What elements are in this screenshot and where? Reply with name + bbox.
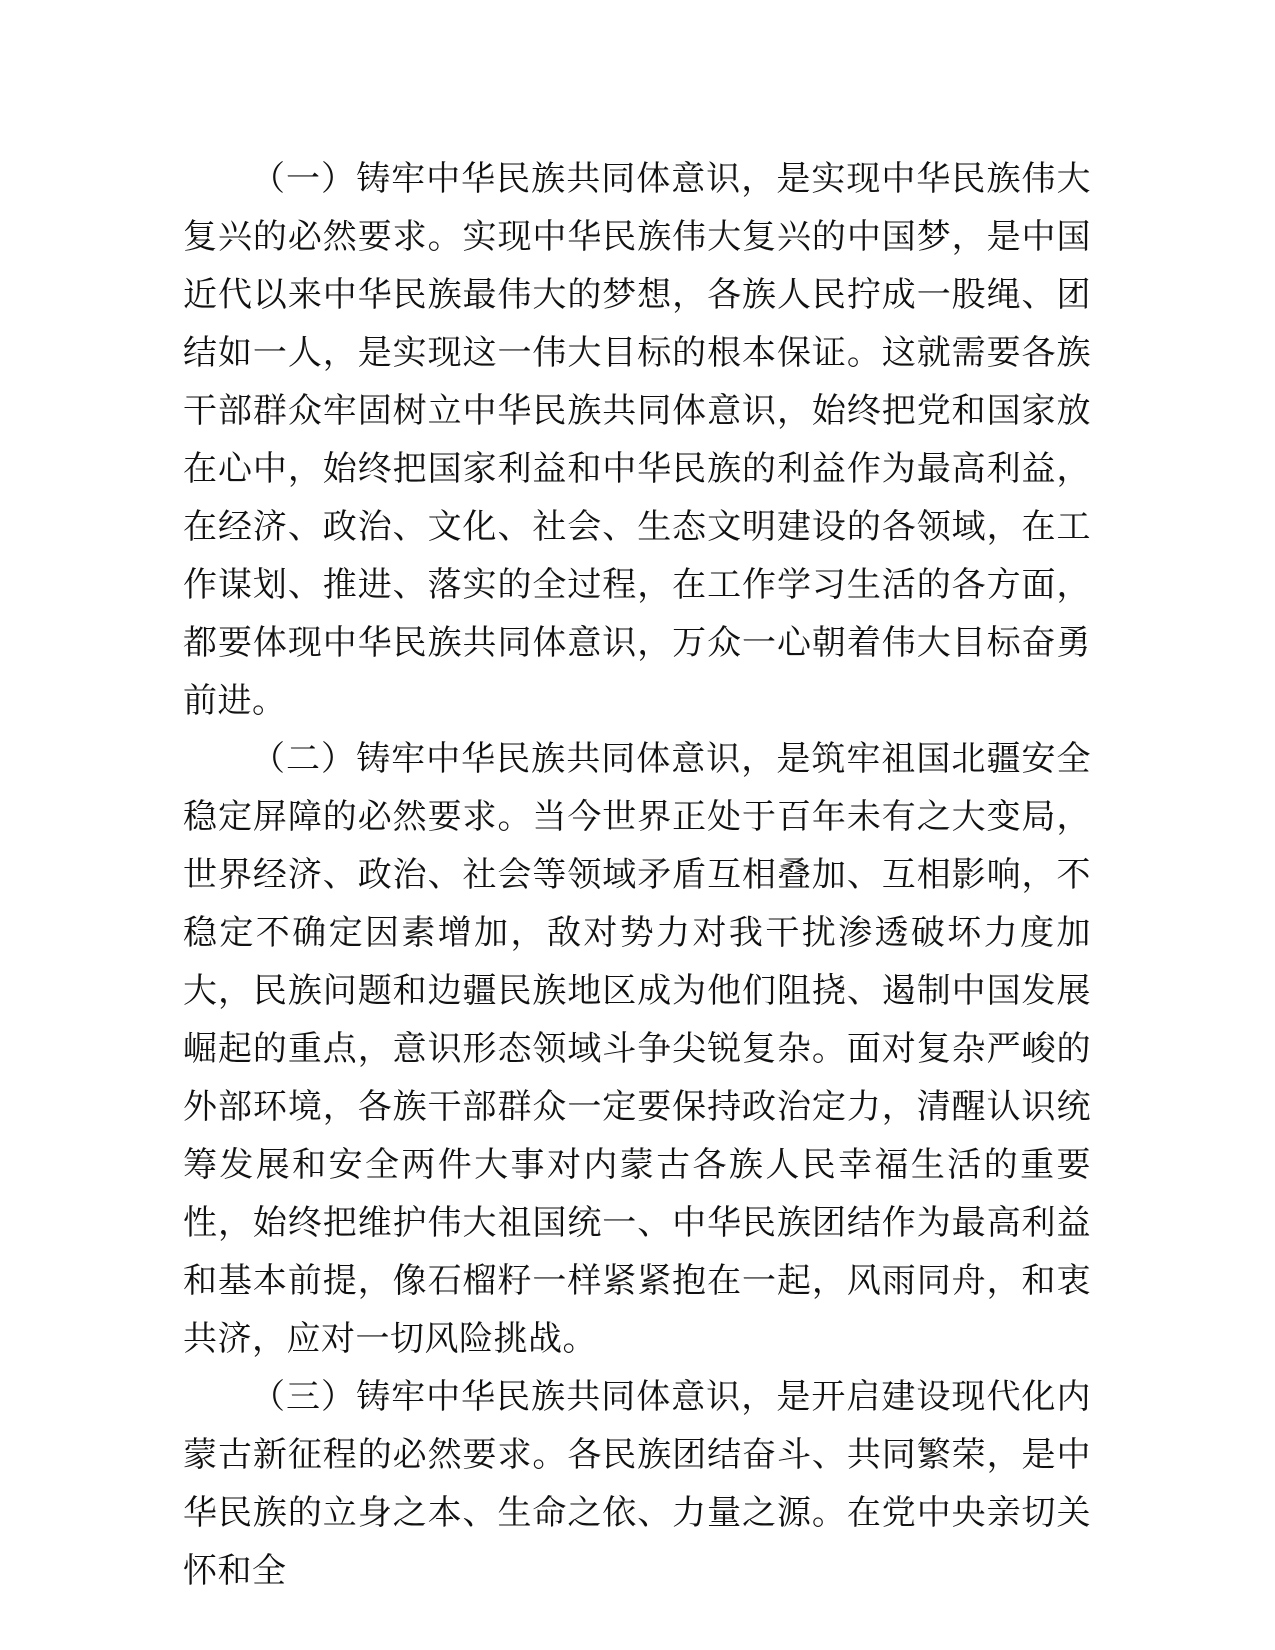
paragraph-1: （一）铸牢中华民族共同体意识，是实现中华民族伟大复兴的必然要求。实现中华民族伟大复兴的中国梦，是中国近代以来中华民族最伟大的梦想，各族人民拧成一股绳、团结如一人，是实现这一伟大目标的根本保证。这就需要各族干部群众牢固树立中华民族共同体意识，始终把党和国家放在心中，始终把国家利益和中华民族的利益作为最高利益，在经济、政治、文化、社会、生态文明建设的各领域，在工作谋划、推进、落实的全过程，在工作学习生活的各方面，都要体现中华民族共同体意识，万众一心朝着伟大目标奋勇前进。 [183,159,1091,721]
paragraph-2: （二）铸牢中华民族共同体意识，是筑牢祖国北疆安全稳定屏障的必然要求。当今世界正处于百年未有之大变局，世界经济、政治、社会等领域矛盾互相叠加、互相影响，不稳定不确定因素增加，敌对势力对我干扰渗透破坏力度加大，民族问题和边疆民族地区成为他们阻挠、遏制中国发展崛起的重点，意识形态领域斗争尖锐复杂。面对复杂严峻的外部环境，各族干部群众一定要保持政治定力，清醒认识统筹发展和安全两件大事对内蒙古各族人民幸福生活的重要性，始终把维护伟大祖国统一、中华民族团结作为最高利益和基本前提，像石榴籽一样紧紧抱在一起，风雨同舟，和衷共济，应对一切风险挑战。 [183,739,1091,1359]
paragraph-3: （三）铸牢中华民族共同体意识，是开启建设现代化内蒙古新征程的必然要求。各民族团结奋斗、共同繁荣，是中华民族的立身之本、生命之依、力量之源。在党中央亲切关怀和全 [183,1377,1091,1591]
document-body [183,150,1091,1600]
